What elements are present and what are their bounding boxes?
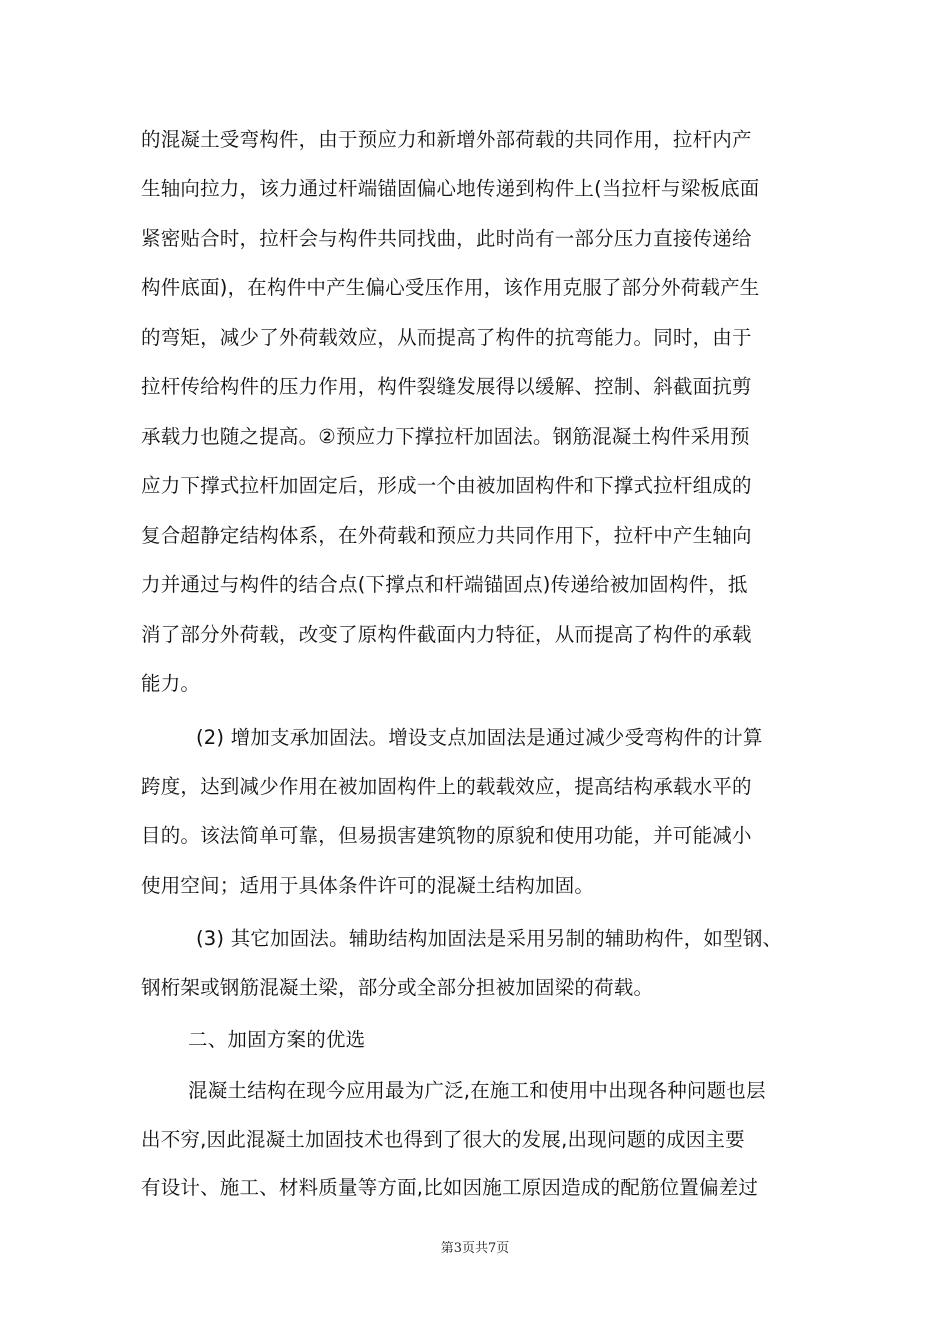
paragraph-line: 消了部分外荷载，改变了原构件截面内力特征，从而提高了构件的承载 [141,623,752,646]
paragraph-line: 拉杆传给构件的压力作用，构件裂缝发展得以缓解、控制、斜截面抗剪 [141,375,752,398]
paragraph-line: 生轴向拉力，该力通过杆端锚固偏心地传递到构件上(当拉杆与梁板底面 [141,177,760,200]
paragraph-line: 目的。该法简单可靠，但易损害建筑物的原貌和使用功能，并可能减小 [141,824,752,847]
paragraph-line: 构件底面)，在构件中产生偏心受压作用，该作用克服了部分外荷载产生 [141,276,760,299]
paragraph-line: 的混凝土受弯构件，由于预应力和新增外部荷载的共同作用，拉杆内产 [141,128,752,151]
paragraph-line: 力并通过与构件的结合点(下撑点和杆端锚固点)传递给被加固构件，抵 [141,573,748,596]
paragraph-line: 钢桁架或钢筋混凝土梁，部分或全部分担被加固梁的荷载。 [141,976,654,999]
paragraph-line: 的弯矩，减少了外荷载效应，从而提高了构件的抗弯能力。同时，由于 [141,326,752,349]
paragraph-line: 使用空间；适用于具体条件许可的混凝土结构加固。 [141,874,595,897]
paragraph-line: 跨度，达到减少作用在被加固构件上的载载效应，提高结构承载水平的 [141,775,752,798]
paragraph-line: 出不穷,因此混凝土加固技术也得到了很大的发展,出现问题的成因主要 [141,1128,745,1151]
paragraph-line: (2) 增加支承加固法。增设支点加固法是通过减少受弯构件的计算 [196,726,763,749]
paragraph-line: (3) 其它加固法。辅助结构加固法是采用另制的辅助构件，如型钢、 [196,927,783,950]
paragraph-line: 紧密贴合时，拉杆会与构件共同找曲，此时尚有一部分压力直接传递给 [141,227,752,250]
paragraph-line: 能力。 [141,672,201,695]
paragraph-line: 应力下撑式拉杆加固定后，形成一个由被加固构件和下撑式拉杆组成的 [141,474,752,497]
paragraph-line: 承载力也随之提高。②预应力下撑拉杆加固法。钢筋混凝土构件采用预 [141,425,750,448]
paragraph-line: 混凝土结构在现今应用最为广泛,在施工和使用中出现各种问题也层 [188,1079,766,1102]
paragraph-line: 有设计、施工、材料质量等方面,比如因施工原因造成的配筋位置偏差过 [141,1176,759,1199]
paragraph-line: 复合超静定结构体系，在外荷载和预应力共同作用下，拉杆中产生轴向 [141,524,752,547]
section-heading: 二、加固方案的优选 [188,1028,366,1051]
page-number: 第3页共7页 [440,1241,510,1256]
